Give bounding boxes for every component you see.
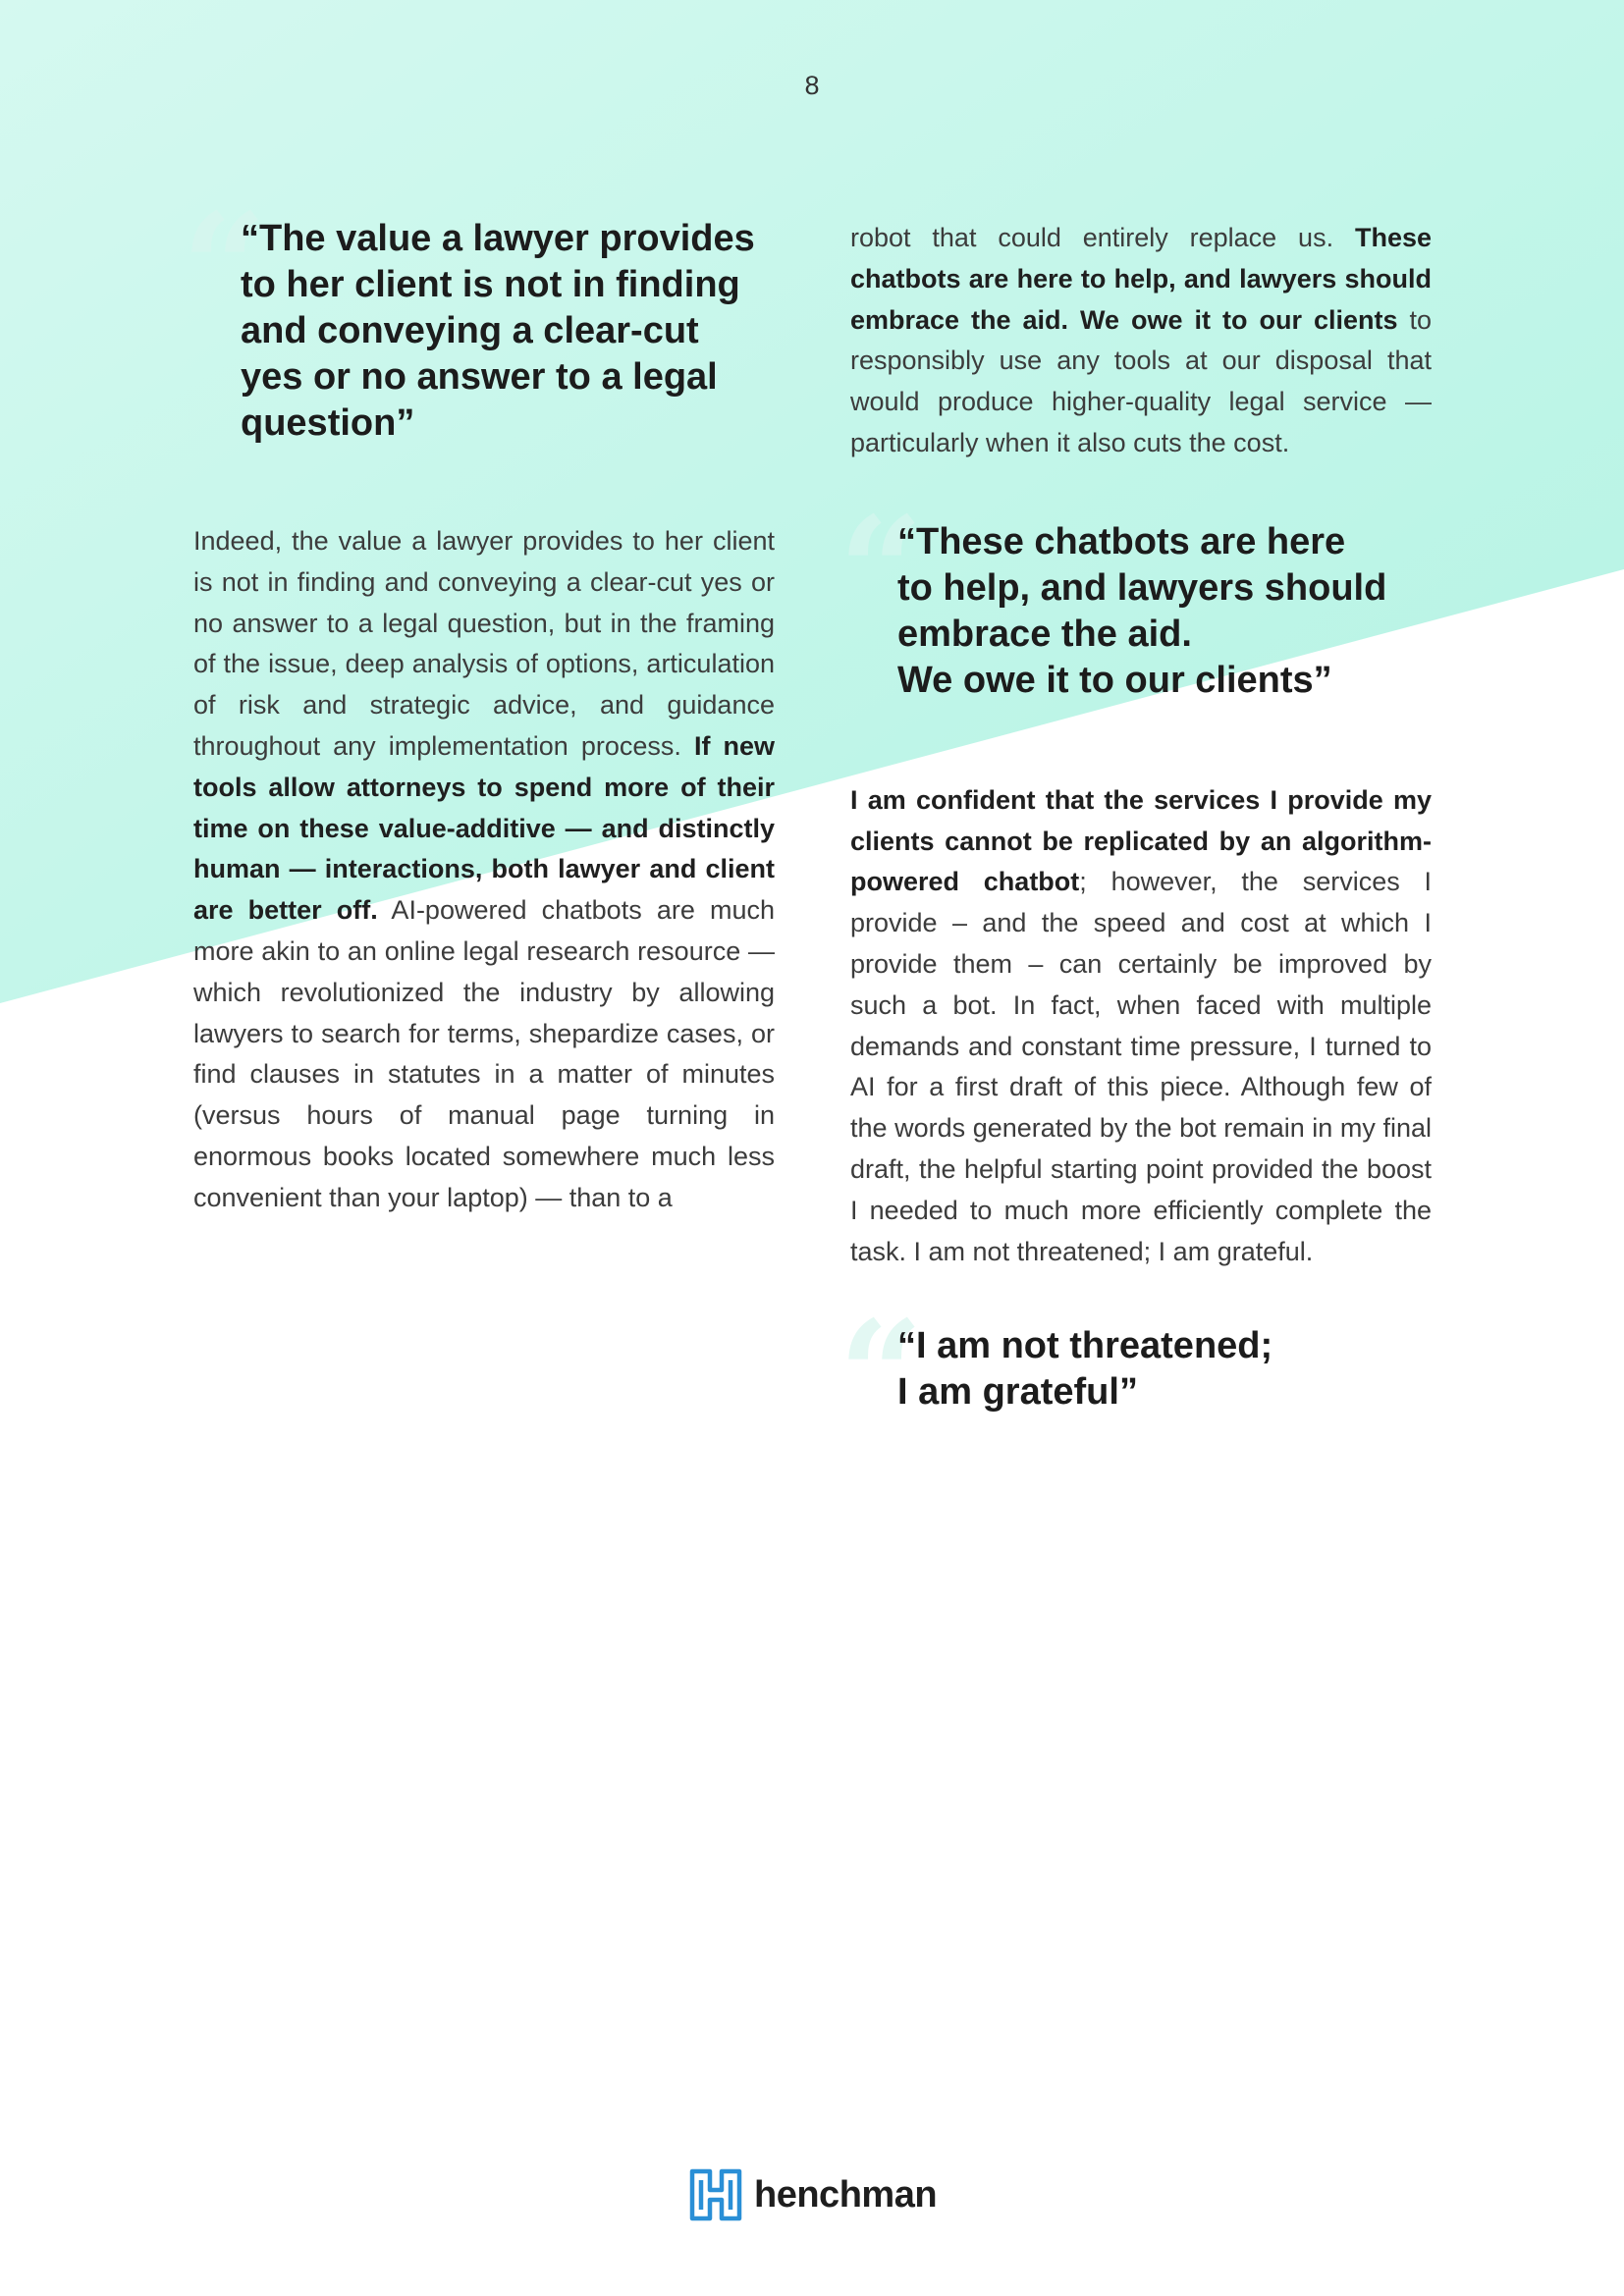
quote-mark-icon: “ (839, 484, 924, 658)
body-paragraph-left (193, 521, 775, 1219)
pull-quote-line: question” (241, 402, 415, 444)
pull-quote-line: and conveying a clear-cut (241, 310, 699, 351)
text-run: AI-powered chatbots are much more akin to an online legal research resource — which revolutionized the industry by allowing lawyers to search for terms, shepardize cases, or find clauses in statutes in a matter of minutes (versus hours of manual page turning in enormous books located somewhere much less convenient than your laptop) — than to a (193, 895, 775, 1212)
pull-quote-chatbots (839, 484, 1432, 704)
quote-mark-icon: “ (839, 1289, 924, 1463)
footer-logo (687, 2165, 937, 2224)
bold-text-run: If new tools allow attorneys to spend more of their time on these value-additive — and distinctly human — interactions, both lawyer and client are better off. (193, 730, 775, 926)
left-column (182, 182, 775, 1219)
text-run: robot that could entirely replace us. (850, 223, 1355, 252)
pull-quote-lawyer-value (182, 182, 775, 447)
pull-quote-line: embrace the aid. (897, 613, 1192, 655)
body-paragraph-right-top (850, 218, 1432, 464)
right-column (839, 218, 1433, 1463)
brand-name: henchman (754, 2173, 938, 2216)
text-run: to responsibly use any tools at our disposal that would produce higher-quality legal service — particularly when it also cuts the cost. (850, 304, 1432, 457)
pull-quote-line: to her client is not in finding (241, 264, 740, 305)
pull-quote-line: “The value a lawyer provides (241, 218, 755, 259)
pull-quote-line: “These chatbots are here (897, 520, 1346, 562)
pull-quote-line: We owe it to our clients” (897, 659, 1332, 701)
text-run: Indeed, the value a lawyer provides to her client is not in finding and conveying a clear-cut yes or no answer to a legal question, but in the framing of the issue, deep analysis of options, articulation of risk and strategic advice, and guidance throughout any implementation process. (193, 526, 775, 761)
henchman-logo-icon (687, 2166, 744, 2223)
pull-quote-grateful (839, 1289, 1432, 1463)
quote-mark-icon: “ (182, 182, 267, 354)
bold-text-run: I am confident that the services I provide my clients cannot be replicated by an algorithm-powered chatbot (850, 784, 1432, 897)
body-paragraph-right (850, 780, 1432, 1273)
pull-quote-line: “I am not threatened; (897, 1325, 1273, 1367)
pull-quote-line: to help, and lawyers should (897, 566, 1387, 609)
page-number: 8 (804, 71, 820, 100)
text-run: ; however, the services I provide – and the speed and cost at which I provide them – can certainly be improved by such a bot. In fact, when faced with multiple demands and constant time pressure, I turned to AI for a first draft of this piece. Although few of the words generated by the bot remain in my final draft, the helpful starting point provided the boost I needed to much more efficiently complete the task. I am not threatened; I am grateful. (850, 867, 1433, 1266)
pull-quote-line: yes or no answer to a legal (241, 356, 718, 398)
pull-quote-line: I am grateful” (897, 1371, 1138, 1414)
bold-text-run: These chatbots are here to help, and lawyers should embrace the aid. We owe it to our clients (850, 223, 1432, 335)
